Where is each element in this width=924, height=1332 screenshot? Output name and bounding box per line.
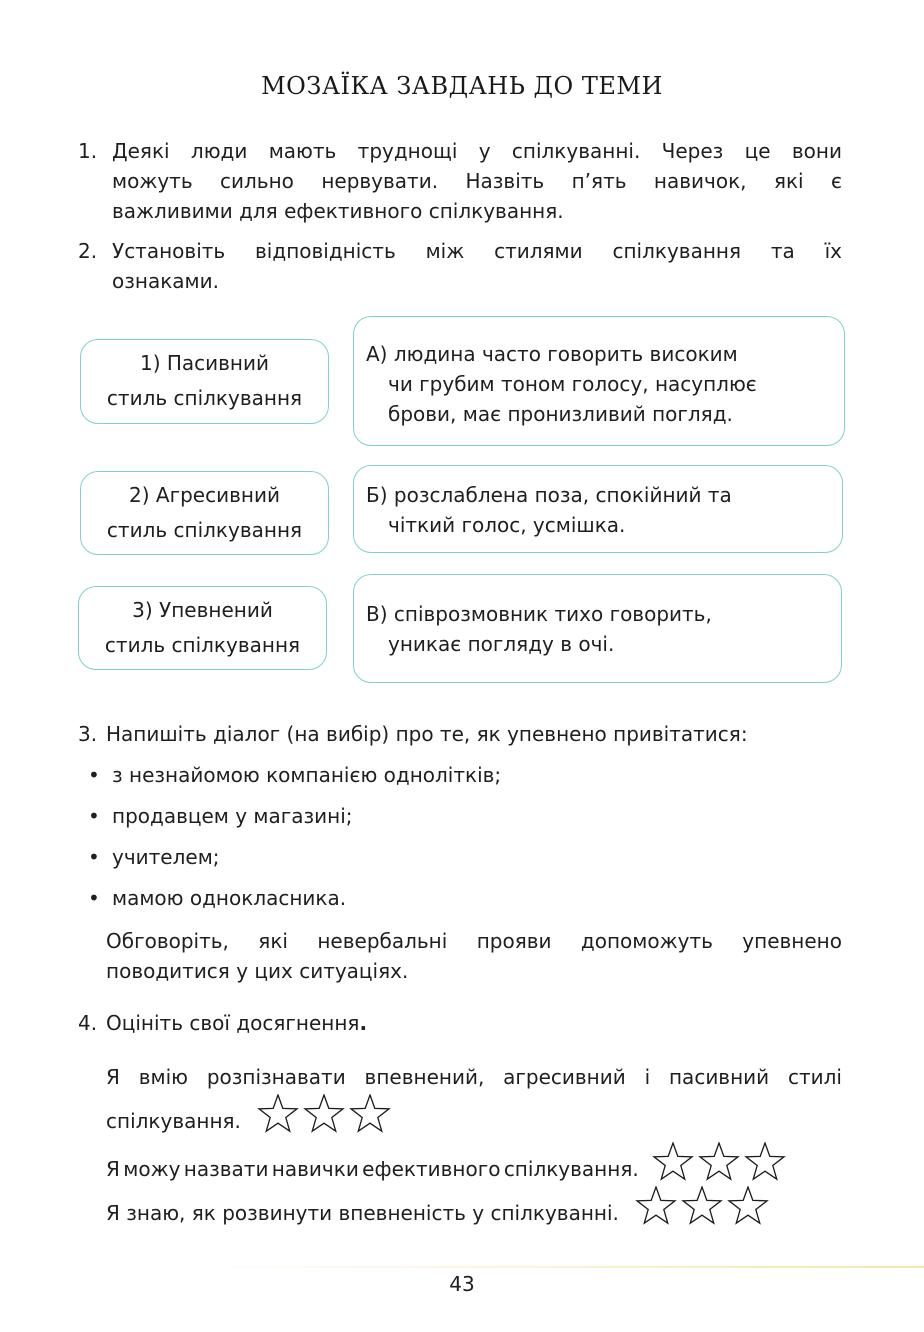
star-rating[interactable] <box>650 1142 788 1182</box>
sign-line: чи грубим тоном голосу, насуплює <box>388 372 757 396</box>
style-box-aggressive <box>80 471 329 555</box>
stars-svg <box>633 1186 771 1226</box>
star-icon[interactable] <box>351 1095 389 1131</box>
star-icon[interactable] <box>700 1143 738 1179</box>
task-3-number: 3. <box>78 722 98 746</box>
bullet-item <box>88 883 347 913</box>
star-rating[interactable] <box>633 1186 771 1226</box>
page-title: МОЗАЇКА ЗАВДАНЬ ДО ТЕМИ <box>261 72 663 100</box>
bullet-symbol: • <box>88 886 100 910</box>
style-label: 2) Агресивний <box>129 483 280 507</box>
style-label: стиль спілкування <box>106 386 303 410</box>
star-icon[interactable] <box>746 1143 784 1179</box>
task-2-text <box>112 236 842 296</box>
task-4-intro-text: Оцініть свої досягнення <box>106 1011 360 1035</box>
style-label: стиль спілкування <box>104 633 301 657</box>
task-1-text <box>112 136 842 226</box>
sign-box-b <box>353 465 843 553</box>
star-rating[interactable] <box>255 1094 393 1134</box>
self-assessment-line <box>106 1094 393 1136</box>
sign-line: чіткий голос, усмішка. <box>388 513 626 537</box>
page-number: 43 <box>449 1272 475 1296</box>
style-label: стиль спілкування <box>106 518 303 542</box>
sign-box-a <box>353 316 845 446</box>
sign-box-v <box>353 574 842 683</box>
task-2-line: Установіть відповідність між стилями спілкування та їх <box>112 239 842 263</box>
task-1-line: важливими для ефективного спілкування. <box>112 199 564 223</box>
self-assessment-text: спілкування. <box>106 1109 241 1133</box>
bullet-text: продавцем у магазині; <box>112 804 353 828</box>
bullet-text: мамою однокласника. <box>112 886 347 910</box>
task-1-line: Деякі люди мають труднощі у спілкуванні. Через це вони <box>112 139 842 163</box>
task-4-number: 4. <box>78 1011 98 1035</box>
bullet-item <box>88 760 502 790</box>
bullet-symbol: • <box>88 804 100 828</box>
star-icon[interactable] <box>654 1143 692 1179</box>
task-2-number: 2. <box>78 239 98 263</box>
task-3-intro: Напишіть діалог (на вибір) про те, як упевнено привітатися: <box>106 722 748 746</box>
sign-line: Б) розслаблена поза, спокійний та <box>366 483 732 507</box>
self-assessment-line <box>106 1142 788 1184</box>
style-label: 3) Упевнений <box>132 598 273 622</box>
style-box-passive <box>80 339 329 424</box>
star-icon[interactable] <box>305 1095 343 1131</box>
bullet-symbol: • <box>88 845 100 869</box>
bullet-text: з незнайомою компанією однолітків; <box>112 763 502 787</box>
star-icon[interactable] <box>637 1187 675 1223</box>
task-1-number: 1. <box>78 139 98 163</box>
self-assessment-line <box>106 1186 771 1228</box>
style-label: 1) Пасивний <box>139 351 270 375</box>
bullet-symbol: • <box>88 763 100 787</box>
sign-line: В) співрозмовник тихо говорить, <box>366 602 712 626</box>
task-3-discussion <box>106 926 842 986</box>
bullet-item <box>88 842 220 872</box>
sign-line: А) людина часто говорить високим <box>366 342 738 366</box>
self-assessment-text: Я можу назвати навички ефективного спілкування. <box>106 1157 639 1181</box>
task-1-line: можуть сильно нервувати. Назвіть п’ять навичок, які є <box>112 169 842 193</box>
sign-line: брови, має пронизливий погляд. <box>388 402 733 426</box>
discussion-line: Обговоріть, які невербальні прояви допоможуть упевнено <box>106 929 842 953</box>
footer-line <box>180 1266 924 1268</box>
stars-svg <box>255 1094 393 1134</box>
self-assessment-line: Я вмію розпізнавати впевнений, агресивний і пасивний стилі <box>106 1065 842 1089</box>
star-icon[interactable] <box>683 1187 721 1223</box>
star-icon[interactable] <box>729 1187 767 1223</box>
stars-svg <box>650 1142 788 1182</box>
sign-line: уникає погляду в очі. <box>388 632 615 656</box>
bullet-item <box>88 801 353 831</box>
discussion-line: поводитися у цих ситуаціях. <box>106 959 409 983</box>
task-4-intro <box>106 1008 367 1038</box>
task-4-intro-end: . <box>359 1011 368 1035</box>
task-2-line: ознаками. <box>112 269 219 293</box>
star-icon[interactable] <box>259 1095 297 1131</box>
bullet-text: учителем; <box>112 845 220 869</box>
style-box-confident <box>78 586 327 670</box>
self-assessment-text: Я знаю, як розвинути впевненість у спілкуванні. <box>106 1201 619 1225</box>
